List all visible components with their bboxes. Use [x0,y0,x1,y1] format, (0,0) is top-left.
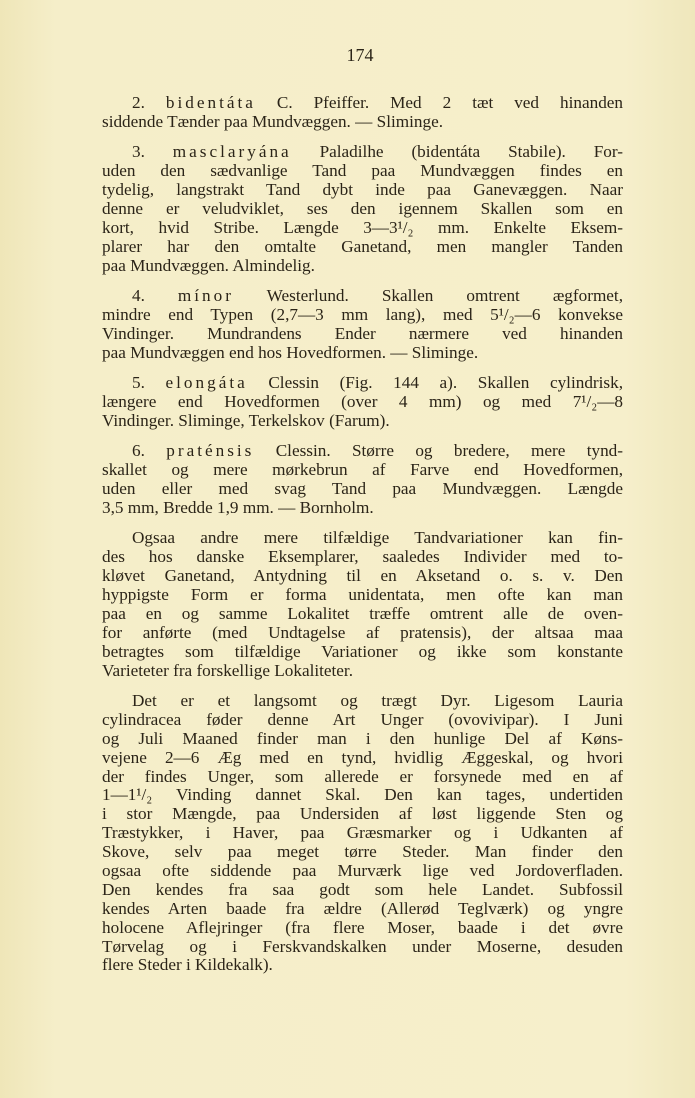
text-line: tydelig, langstrakt Tand dybt inde paa Ganevæggen. Naar [102,180,623,200]
text-line [102,94,623,113]
text-line: hyppigste Form er forma unidentata, men ofte kan man [102,584,623,604]
text-line: der findes Unger, som allerede er forsynede med en af [102,766,623,786]
text-line: for anførte (med Undtagelse af pratensis), der altsaa maa [102,622,623,642]
text-line: Tørvelag og i Ferskvandskalken under Moserne, desuden [102,936,623,956]
text-line: siddende Tænder paa Mundvæggen. — Sliminge. [102,111,444,131]
text-line: 1—1¹/₂ Vinding dannet Skal. Den kan tages, undertiden [102,785,623,805]
line-text: C. Pfeiffer. Med 2 tæt ved hinanden [255,93,624,112]
line-text: Paladilhe (bidentáta Stabile). For- [291,142,623,162]
paragraph [102,442,623,518]
text-line [102,143,623,162]
text-line: Vindinger. Mundrandens Ender nærmere ved hinanden [102,323,623,343]
paragraph [102,143,623,275]
text-line: Træstykker, i Haver, paa Græsmarker og i Udkanten af [102,823,623,843]
text-line: cylindracea føder denne Art Unger (ovovivipar). I Juni [102,709,623,729]
text-line: paa Mundvæggen. Almindelig. [102,255,315,275]
paragraph [102,692,623,975]
line-text: Clessin (Fig. 144 a). Skallen cylindrisk, [247,373,624,393]
text-line: i stor Mængde, paa Undersiden af løst liggende Sten og [102,804,623,824]
species-name: masclaryána [172,142,292,162]
text-line [102,287,623,306]
text-line: Den kendes fra saa godt som hele Landet. Subfossil [102,879,623,899]
text-line [102,374,623,393]
text-line: Vindinger. Sliminge, Terkelskov (Farum). [102,410,390,430]
line-text: Clessin. Større og bredere, mere tynd- [254,441,623,461]
text-line: paa en og samme Lokalitet træffe omtrent alle de oven- [102,603,623,623]
species-name: bidentáta [165,93,256,112]
line-prefix: 4. [132,286,178,306]
text-line: ogsaa ofte siddende paa Murværk lige ved Jordoverfladen. [102,860,623,880]
species-name: mínor [177,286,234,306]
text-line: uden den sædvanlige Tand paa Mundvæggen findes en [102,161,623,181]
paragraph [102,94,623,132]
page-number: 174 [346,45,374,65]
text-line: paa Mundvæggen end hos Hovedformen. — Sliminge. [102,342,479,362]
text-line: uden eller med svag Tand paa Mundvæggen. Længde [102,479,623,499]
text-line: kløvet Ganetand, Antydning til en Aksetand o. s. v. Den [102,566,623,586]
paragraph [102,287,623,363]
species-name: praténsis [166,441,255,461]
text-line: denne er veludviklet, ses den igennem Skallen som en [102,198,623,218]
species-name: elongáta [165,373,248,393]
text-line: holocene Aflejringer (fra flere Moser, baade i det øvre [102,917,623,937]
line-prefix: 6. [132,441,167,461]
text-line: Ogsaa andre mere tilfældige Tandvariationer kan fin- [132,528,623,548]
text-line: kort, hvid Stribe. Længde 3—3¹/₂ mm. Enkelte Eksem- [102,217,623,237]
text-line: længere end Hovedformen (over 4 mm) og med 7¹/₂—8 [102,391,623,411]
text-line: des hos danske Eksemplarer, saaledes Individer med to- [102,547,623,567]
line-prefix: 3. [132,142,173,162]
text-line: Skove, selv paa meget tørre Steder. Man finder den [102,842,623,862]
text-line: skallet og mere mørkebrun af Farve end Hovedformen, [102,460,623,480]
line-text: Westerlund. Skallen omtrent ægformet, [233,286,624,306]
page-body [102,94,623,987]
line-prefix: 2. [132,93,166,112]
text-line: Varieteter fra forskellige Lokaliteter. [102,660,354,680]
text-line: vejene 2—6 Æg med en tynd, hvidlig Æggeskal, og hvori [102,747,623,767]
line-prefix: 5. [132,373,166,393]
paragraph [102,529,623,680]
text-line: og Juli Maaned finder man i den hunlige Del af Køns- [102,728,623,748]
text-line: kendes Arten baade fra ældre (Allerød Teglværk) og yngre [102,898,623,918]
text-line: plarer har den omtalte Ganetand, men mangler Tanden [102,236,623,256]
text-line: betragtes som tilfældige Variationer og ikke som konstante [102,641,623,661]
text-line: flere Steder i Kildekalk). [102,955,273,975]
text-line: 3,5 mm, Bredde 1,9 mm. — Bornholm. [102,497,374,517]
text-line: Det er et langsomt og trægt Dyr. Ligesom Lauria [132,690,623,710]
text-line [102,442,623,461]
paragraph [102,374,623,431]
text-line: mindre end Typen (2,7—3 mm lang), med 5¹/₂—6 konvekse [102,304,623,324]
